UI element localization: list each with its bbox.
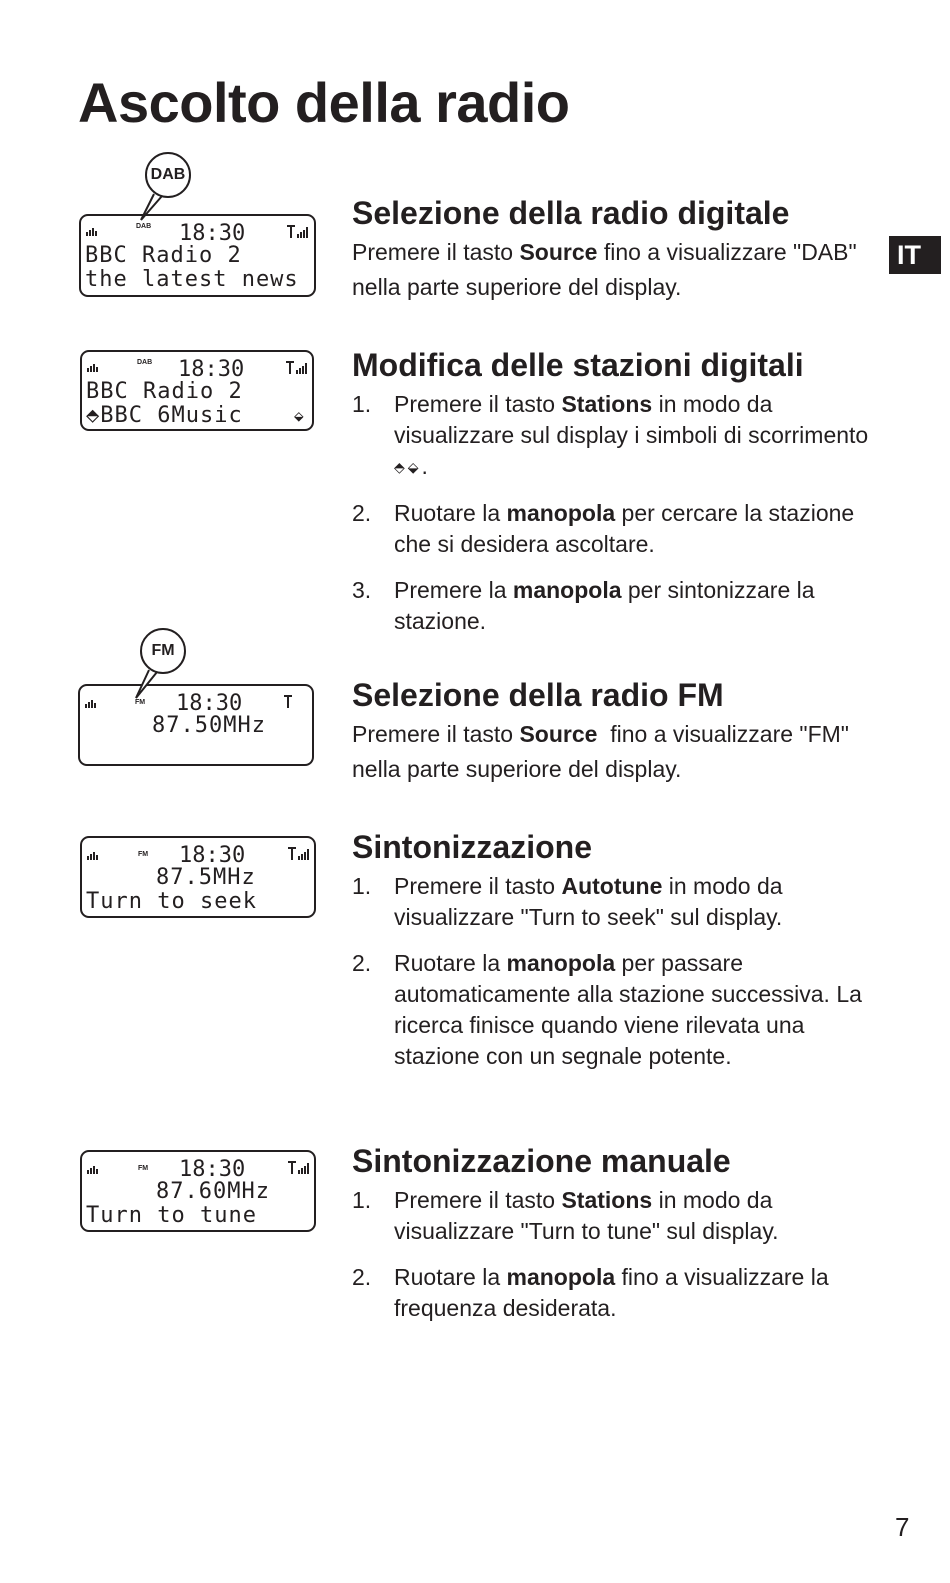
display-mode-label: FM [138, 1165, 149, 1172]
display-mode-label: DAB [137, 359, 153, 366]
display-line-1: BBC Radio 2 [86, 379, 243, 404]
scroll-right-icon: ⬙ [294, 406, 305, 425]
section-heading: Sintonizzazione [352, 829, 592, 865]
section-tuning [352, 827, 872, 1087]
steps-list [352, 871, 872, 1072]
section-paragraph: Premere il tasto Source fino a visualizzare "FM" nella parte superiore del display. [352, 721, 856, 782]
display-line-2: ⬘BBC 6Music [86, 403, 243, 428]
section-heading: Selezione della radio digitale [352, 195, 790, 231]
signal-strength-icon [285, 360, 311, 376]
steps-list [352, 389, 872, 637]
section-fm-select [352, 675, 872, 787]
display-mode-label: FM [138, 851, 149, 858]
display-time: 18:30 [178, 357, 245, 382]
display-line-1: 87.50MHz [152, 713, 266, 738]
fm-callout-bubble [140, 628, 186, 674]
list-item: 3. Premere la manopola per sintonizzare la stazione. [352, 577, 815, 634]
signal-strength-icon [287, 1160, 313, 1176]
list-item: 1. Premere il tasto Stations in modo da visualizzare "Turn to tune" sul display. [352, 1187, 779, 1244]
display-line-2: the latest news [85, 267, 299, 292]
display-line-1: BBC Radio 2 [85, 243, 242, 268]
speaker-volume-icon [86, 225, 100, 237]
display-time: 18:30 [176, 691, 243, 716]
list-item: 1. Premere il tasto Stations in modo da visualizzare sul display i simboli di scorrimento ⬘⬙. [352, 391, 869, 479]
display-mode-label: FM [135, 699, 146, 706]
language-tab: IT [889, 236, 941, 274]
display-fm-frequency [78, 684, 314, 766]
display-line-2: Turn to tune [86, 1203, 257, 1228]
display-line-2: Turn to seek [86, 889, 257, 914]
display-dab-scroll [80, 350, 314, 431]
antenna-icon [283, 694, 295, 710]
page-title: Ascolto della radio [78, 71, 570, 134]
speaker-volume-icon [87, 1163, 101, 1175]
page-number: 7 [895, 1512, 910, 1542]
fm-callout-label: FM [151, 642, 175, 659]
list-item: 2. Ruotare la manopola per passare automaticamente alla stazione successiva. La ricerca finisce quando viene rilevata una stazione con un segnale potente. [352, 950, 862, 1069]
scroll-symbols-icon: ⬘⬙ [394, 459, 422, 475]
display-line-1: 87.60MHz [156, 1179, 270, 1204]
display-time: 18:30 [179, 1157, 246, 1182]
section-manual-tuning [352, 1141, 872, 1339]
display-time: 18:30 [179, 843, 246, 868]
list-item: 1. Premere il tasto Autotune in modo da visualizzare "Turn to seek" sul display. [352, 873, 783, 930]
section-dab-select [352, 193, 872, 305]
signal-strength-icon [286, 224, 312, 240]
section-heading: Modifica delle stazioni digitali [352, 347, 804, 383]
display-time: 18:30 [179, 221, 246, 246]
section-paragraph: Premere il tasto Source fino a visualizzare "DAB" nella parte superiore del display. [352, 239, 857, 300]
display-fm-seek [80, 836, 316, 918]
list-item: 2. Ruotare la manopola per cercare la stazione che si desidera ascoltare. [352, 500, 855, 557]
section-heading: Sintonizzazione manuale [352, 1143, 731, 1179]
dab-callout-label: DAB [150, 166, 186, 183]
display-line-1: 87.5MHz [156, 865, 256, 890]
section-dab-change [352, 345, 872, 652]
speaker-volume-icon [85, 697, 99, 709]
dab-callout-bubble [145, 152, 191, 198]
display-mode-label: DAB [136, 223, 152, 230]
speaker-volume-icon [87, 849, 101, 861]
list-item: 2. Ruotare la manopola fino a visualizzare la frequenza desiderata. [352, 1264, 829, 1321]
section-heading: Selezione della radio FM [352, 677, 724, 713]
display-dab-station [79, 214, 316, 297]
steps-list [352, 1185, 872, 1324]
signal-strength-icon [287, 846, 313, 862]
display-fm-tune [80, 1150, 316, 1232]
speaker-volume-icon [87, 361, 101, 373]
